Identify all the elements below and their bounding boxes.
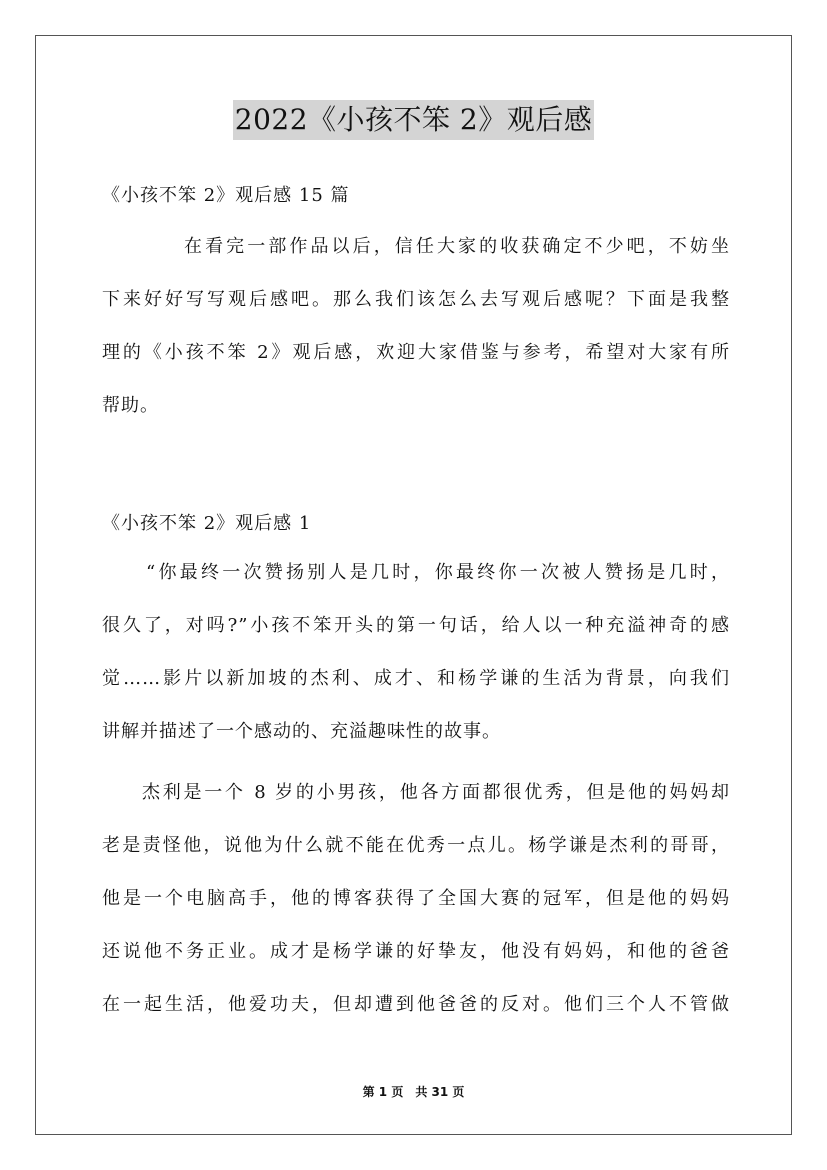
page-footer: 第 1 页 共 31 页 [362,1085,465,1099]
paragraph-line: 讲解并描述了一个感动的、充溢趣味性的故事。 [102,721,501,742]
intro-line: 下来好好写写观后感吧。那么我们该怎么去写观后感呢？下面是我整 [102,289,730,310]
intro-paragraph [102,220,730,432]
paragraph-line: 杰利是一个 8 岁的小男孩，他各方面都很优秀，但是他的妈妈却 [142,782,730,803]
subtitle: 《小孩不笨 2》观后感 15 篇 [102,185,350,206]
paragraph-line: “你最终一次赞扬别人是几时，你最终你一次被人赞扬是几时， [146,562,730,583]
title-area [0,100,827,140]
paragraph-2 [102,766,730,1031]
paragraph-1 [102,546,730,758]
paragraph-line: 还说他不务正业。成才是杨学谦的好挚友，他没有妈妈，和他的爸爸 [102,941,730,962]
paragraph-line: 很久了，对吗?”小孩不笨开头的第一句话，给人以一种充溢神奇的感 [102,615,730,636]
paragraph-line: 觉……影片以新加坡的杰利、成才、和杨学谦的生活为背景，向我们 [102,668,730,689]
paragraph-line: 他是一个电脑高手，他的博客获得了全国大赛的冠军，但是他的妈妈 [102,888,730,909]
section-heading: 《小孩不笨 2》观后感 1 [102,513,312,534]
paragraph-line: 老是责怪他，说他为什么就不能在优秀一点儿。杨学谦是杰利的哥哥， [102,835,730,856]
intro-line: 帮助。 [102,395,159,416]
intro-line: 在看完一部作品以后，信任大家的收获确定不少吧，不妨坐 [184,236,730,257]
document-title: 2022《小孩不笨 2》观后感 [233,100,594,140]
paragraph-line: 在一起生活，他爱功夫，但却遭到他爸爸的反对。他们三个人不管做 [102,994,730,1015]
intro-line: 理的《小孩不笨 2》观后感，欢迎大家借鉴与参考，希望对大家有所 [102,342,730,363]
